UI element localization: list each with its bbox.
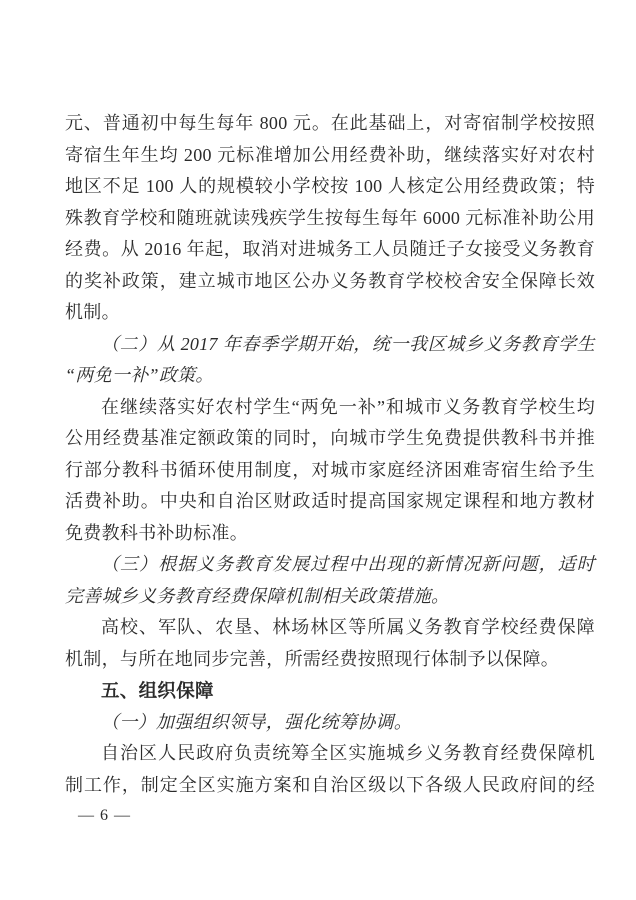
text-line: 机制。: [65, 302, 120, 322]
text-line: 元、普通初中每生每年 800 元。在此基础上，对寄宿制学校按照: [65, 113, 595, 133]
subitem-heading: （三）根据义务教育发展过程中出现的新情况新问题，适时: [101, 554, 595, 574]
text-line: 高校、军队、农垦、林场林区等所属义务教育学校经费保障: [101, 617, 595, 637]
text-line: 行部分教科书循环使用制度，对城市家庭经济困难寄宿生给予生: [65, 459, 595, 480]
subitem-heading: （二）从 2017 年春季学期开始，统一我区城乡义务教育学生: [101, 333, 595, 354]
document-body: [65, 108, 595, 801]
text-line: 殊教育学校和随班就读残疾学生按每生每年 6000 元标准补助公用: [65, 207, 595, 228]
text-line: 制工作，制定全区实施方案和自治区级以下各级人民政府间的经: [65, 774, 595, 795]
subitem-heading: “两免一补”政策。: [65, 365, 214, 385]
text-line: 在继续落实好农村学生“两免一补”和城市义务教育学校生均: [101, 396, 595, 417]
text-line: 地区不足 100 人的规模较小学校按 100 人核定公用经费政策；特: [65, 176, 595, 196]
text-line: 活费补助。中央和自治区财政适时提高国家规定课程和地方教材: [65, 491, 595, 511]
subitem-heading: （一）加强组织领导，强化统筹协调。: [101, 711, 413, 732]
subitem-heading: 完善城乡义务教育经费保障机制相关政策措施。: [65, 585, 450, 606]
text-line: 机制，与所在地同步完善，所需经费按照现行体制予以保障。: [65, 648, 560, 669]
text-line: 免费教科书补助标准。: [65, 522, 248, 543]
section-heading: 五、组织保障: [101, 680, 214, 701]
text-line: 公用经费基准定额政策的同时，向城市学生免费提供教科书并推: [65, 428, 595, 448]
text-line: 经费。从 2016 年起，取消对进城务工人员随迁子女接受义务教育: [65, 239, 595, 259]
page-number: — 6 —: [78, 807, 131, 824]
text-line: 自治区人民政府负责统筹全区实施城乡义务教育经费保障机: [101, 743, 595, 763]
text-line: 的奖补政策，建立城市地区公办义务教育学校校舍安全保障长效: [65, 270, 595, 291]
text-line: 寄宿生年生均 200 元标准增加公用经费补助，继续落实好对农村: [65, 144, 595, 165]
